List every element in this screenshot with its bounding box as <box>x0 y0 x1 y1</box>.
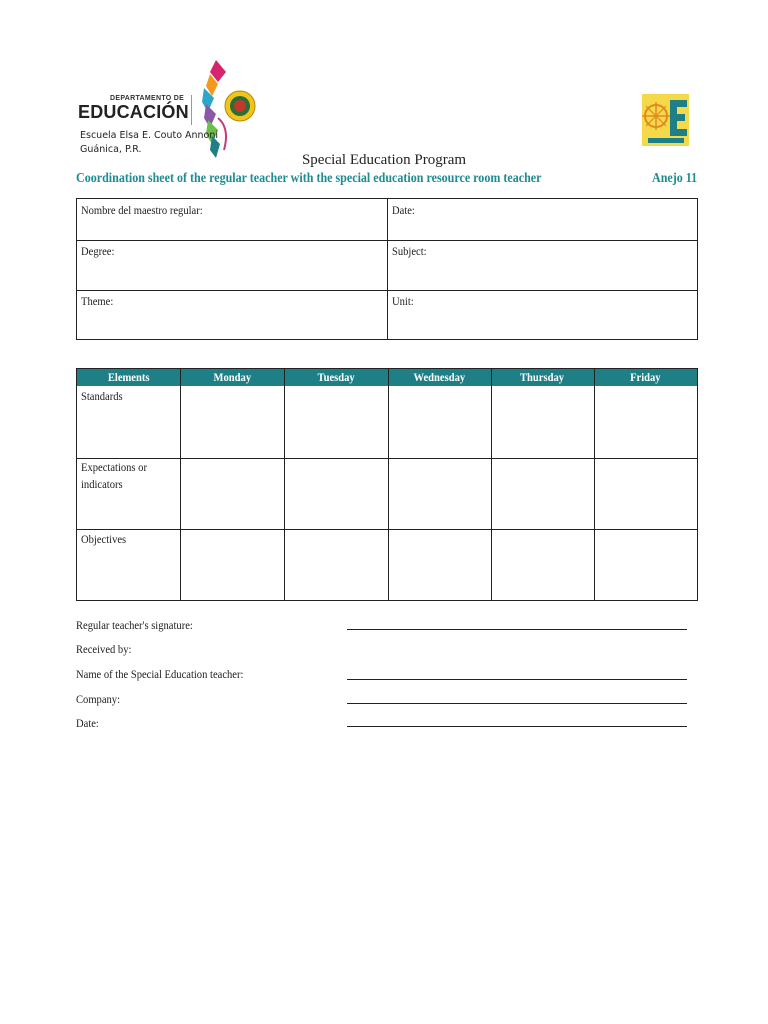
company-label: Company: <box>76 692 120 706</box>
degree-field[interactable]: Degree: <box>81 244 115 258</box>
signature-date-label: Date: <box>76 716 99 730</box>
info-row-divider <box>77 240 697 241</box>
department-small-label: DEPARTAMENTO DE <box>110 95 185 102</box>
coordination-sheet-title: Coordination sheet of the regular teacher with the special education resource room teacher <box>76 171 542 186</box>
header-friday: Friday <box>630 370 661 384</box>
annex-label: Anejo 11 <box>652 171 698 186</box>
unit-field[interactable]: Unit: <box>392 294 414 308</box>
header-tuesday: Tuesday <box>317 370 355 384</box>
special-ed-teacher-label: Name of the Special Education teacher: <box>76 667 244 681</box>
column-divider <box>491 369 492 600</box>
header-elements: Elements <box>107 370 150 384</box>
header-monday: Monday <box>213 370 251 384</box>
received-by-label: Received by: <box>76 642 132 656</box>
column-divider <box>284 369 285 600</box>
row-label-expectations: Expectations or indicators <box>81 460 147 491</box>
department-name: EDUCACIÓN <box>78 102 189 122</box>
header-thursday: Thursday <box>520 370 565 384</box>
education-program-logo-icon <box>642 94 689 146</box>
column-divider <box>594 369 595 600</box>
theme-field[interactable]: Theme: <box>81 294 114 308</box>
school-location: Guánica, P.R. <box>80 144 142 155</box>
info-row-divider <box>77 290 697 291</box>
subject-field[interactable]: Subject: <box>392 244 427 258</box>
row-label-objectives: Objectives <box>81 532 127 546</box>
teacher-info-table <box>76 198 698 340</box>
header-wednesday: Wednesday <box>413 370 466 384</box>
info-column-divider <box>387 199 388 339</box>
company-line[interactable] <box>347 703 687 704</box>
logo-divider <box>191 95 192 125</box>
date-field[interactable]: Date: <box>392 203 415 217</box>
special-ed-teacher-line[interactable] <box>347 679 687 680</box>
row-divider <box>77 529 697 530</box>
row-label-standards: Standards <box>81 389 123 403</box>
program-title: Special Education Program <box>301 152 467 168</box>
regular-teacher-signature-label: Regular teacher's signature: <box>76 618 193 632</box>
signature-date-line[interactable] <box>347 726 687 727</box>
column-divider <box>388 369 389 600</box>
school-name: Escuela Elsa E. Couto Annoni <box>80 130 219 141</box>
regular-teacher-name-field[interactable]: Nombre del maestro regular: <box>81 203 203 217</box>
regular-teacher-signature-line[interactable] <box>347 629 687 630</box>
weekly-plan-table <box>76 368 698 601</box>
